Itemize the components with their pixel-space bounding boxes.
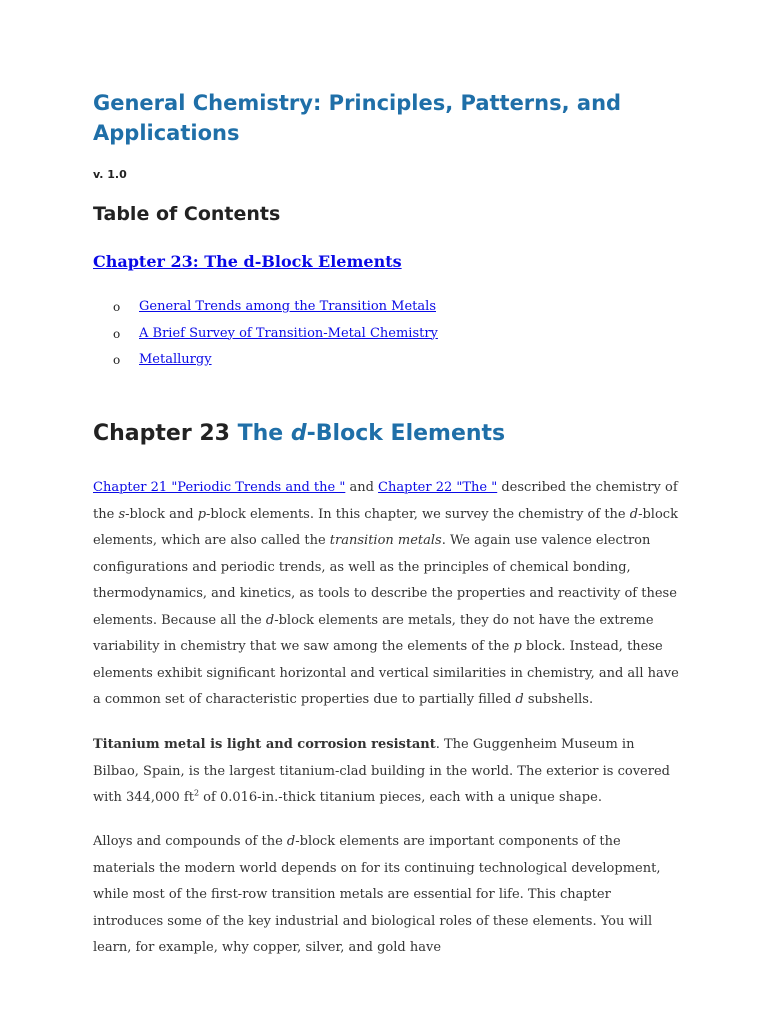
book-title: General Chemistry: Principles, Patterns, and Applications: [93, 91, 622, 145]
toc-chapter: [93, 250, 402, 274]
caption-text: . The Guggenheim Museum in Bilbao, Spain, is the largest titanium-clad building in the world. The exterior is covered with 344,000 ft: [93, 737, 670, 805]
intro-text: -block and: [125, 506, 198, 522]
bullet-icon: o: [113, 300, 121, 314]
caption-text: of 0.016-in.-thick titanium pieces, each with a unique shape.: [199, 790, 602, 805]
superscript: 2: [193, 788, 200, 798]
italic-d: d: [515, 692, 524, 707]
italic-d: d: [286, 834, 296, 849]
chapter-number: Chapter 23: [93, 421, 230, 446]
bullet-icon: o: [113, 326, 121, 341]
italic-d: d: [265, 612, 275, 628]
toc-list-item: [113, 349, 438, 376]
alloys-text: -block elements are important components of the materials the modern world depends on for its continuing technological development, while most of the first-row transition metals are essential for life. This chapter introduces some of the key industrial and biological roles of these elements. You will learn, for example, why copper, silver, and gold have: [93, 834, 661, 955]
version-label: v. 1.0: [93, 168, 127, 181]
intro-text: . We again use valence electron configurations and periodic trends, as well as the principles of chemical bonding, thermodynamics, and kinetics, as tools to describe the properties and reactivity of these elements. Because all the: [93, 533, 677, 628]
toc-list-item: [113, 323, 438, 350]
italic-transition-metals: transition metals: [329, 533, 442, 548]
link-chapter-22[interactable]: Chapter 22 "The ": [378, 480, 498, 495]
intro-text: -block elements, which are also called the: [93, 506, 678, 548]
alloys-paragraph: [93, 829, 683, 962]
intro-text: -block elements. In this chapter, we survey the chemistry of the: [206, 506, 630, 522]
chapter-title: [238, 421, 506, 446]
chapter-title-the: The: [237, 421, 284, 446]
chapter-title-d: d: [290, 421, 307, 446]
italic-d: d: [629, 506, 639, 522]
link-chapter-21[interactable]: Chapter 21 "Periodic Trends and the ": [93, 480, 346, 495]
toc-section-list: [113, 296, 438, 376]
chapter-heading: [93, 418, 505, 450]
intro-paragraph: [93, 475, 683, 714]
toc-link-general-trends[interactable]: General Trends among the Transition Metals: [139, 299, 436, 314]
intro-text: described the chemistry of the: [93, 480, 678, 522]
intro-text: -block elements are metals, they do not have the extreme variability in chemistry that we saw among the elements of the: [93, 612, 654, 654]
chapter-title-rest: -Block Elements: [306, 421, 506, 446]
toc-list-item: [113, 296, 438, 323]
italic-s: s: [118, 506, 126, 522]
intro-text: block. Instead, these elements exhibit significant horizontal and vertical similarities in chemistry, and all have a common set of characteristic properties due to partially filled: [93, 639, 679, 707]
text-and: and: [345, 480, 379, 495]
toc-link-brief-survey[interactable]: A Brief Survey of Transition-Metal Chemistry: [139, 325, 438, 341]
toc-link-metallurgy[interactable]: Metallurgy: [139, 352, 212, 367]
italic-p: p: [513, 639, 522, 654]
titanium-caption: [93, 732, 683, 812]
alloys-text: Alloys and compounds of the: [93, 834, 287, 849]
caption-bold-lead: Titanium metal is light and corrosion resistant: [93, 737, 436, 752]
intro-text: subshells.: [523, 692, 594, 707]
toc-chapter-link[interactable]: Chapter 23: The d-Block Elements: [93, 252, 402, 271]
bullet-icon: o: [113, 353, 121, 367]
italic-p: p: [197, 506, 207, 522]
toc-heading: Table of Contents: [93, 203, 281, 225]
